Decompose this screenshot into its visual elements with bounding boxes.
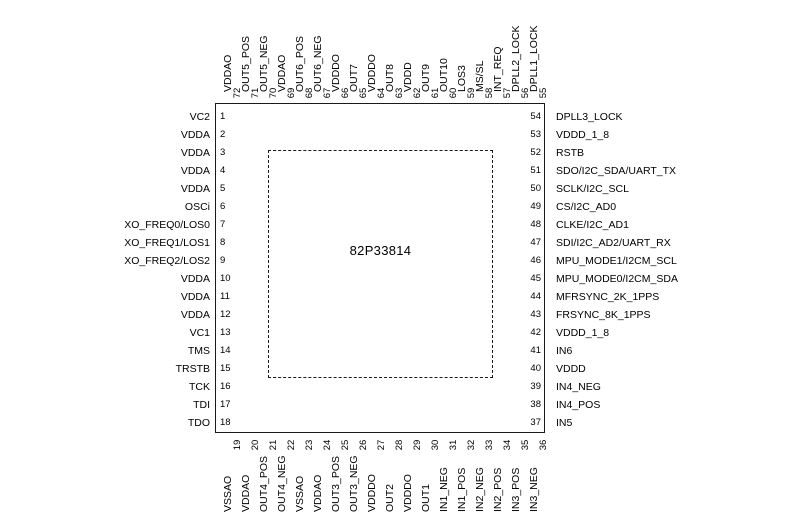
pin-label: OUT6_POS	[294, 35, 306, 92]
pin-label: SDO/I2C_SDA/UART_TX	[556, 165, 677, 177]
pin-number: 49	[530, 201, 541, 212]
pin-label: OUT6_NEG	[312, 35, 324, 92]
pin-label: TDO	[187, 417, 210, 429]
pin-number: 68	[304, 87, 315, 99]
pin-label: VDDD	[556, 363, 586, 375]
pin-number: 70	[268, 87, 279, 99]
pin-label: XO_FREQ1/LOS1	[124, 237, 210, 249]
pin-label: FRSYNC_8K_1PPS	[556, 309, 651, 321]
pin-number: 12	[220, 309, 231, 320]
pin-label: TMS	[187, 345, 210, 357]
pin-label: MPU_MODE1/I2CM_SCL	[556, 255, 677, 267]
pin-number: 53	[530, 129, 541, 140]
pin-label: OUT10	[438, 58, 450, 92]
pin-label: VDDAO	[276, 54, 288, 92]
pin-number: 42	[530, 327, 541, 338]
pin-label: OUT4_POS	[258, 455, 270, 512]
pin-label: VDDA	[180, 273, 210, 285]
pin-number: 27	[376, 439, 387, 451]
pin-label: CS/I2C_AD0	[556, 201, 617, 213]
pin-number: 57	[502, 87, 513, 99]
pin-label: IN1_POS	[456, 467, 468, 512]
pin-label: VDDDO	[366, 54, 378, 92]
pin-number: 4	[220, 165, 226, 176]
pin-number: 46	[530, 255, 541, 266]
pin-number: 11	[220, 291, 230, 302]
pin-number: 9	[220, 255, 226, 266]
pin-label: OUT8	[384, 63, 396, 92]
pin-number: 71	[250, 87, 261, 99]
pin-label: OUT5_POS	[240, 35, 252, 92]
pin-number: 65	[358, 87, 369, 99]
pin-label: OUT2	[384, 483, 396, 512]
pin-number: 18	[220, 417, 231, 428]
pin-label: VSSAO	[294, 475, 306, 512]
pin-number: 58	[484, 87, 495, 99]
pin-number: 29	[412, 439, 423, 451]
pin-number: 61	[430, 87, 441, 99]
pin-number: 22	[286, 439, 297, 451]
pin-number: 39	[530, 381, 541, 392]
pin-number: 43	[530, 309, 541, 320]
pin-number: 35	[520, 439, 531, 451]
chip-die-outline	[268, 150, 493, 378]
pin-number: 21	[268, 439, 279, 451]
pin-number: 45	[530, 273, 541, 284]
pin-number: 41	[530, 345, 541, 356]
pin-label: CLKE/I2C_AD1	[556, 219, 629, 231]
pin-number: 13	[220, 327, 231, 338]
pin-number: 32	[466, 439, 477, 451]
pin-number: 15	[220, 363, 231, 374]
pin-number: 40	[530, 363, 541, 374]
pin-number: 14	[220, 345, 231, 356]
pin-label: IN3_POS	[510, 467, 522, 512]
pin-number: 28	[394, 439, 405, 451]
pin-label: RSTB	[556, 147, 585, 159]
pin-number: 10	[220, 273, 231, 284]
pin-label: OUT1	[420, 483, 432, 512]
pin-label: DPLL2_LOCK	[510, 25, 522, 92]
pin-number: 62	[412, 87, 423, 99]
pin-label: VDDD_1_8	[556, 327, 610, 339]
pin-label: VSSAO	[222, 475, 234, 512]
pin-label: IN5	[556, 417, 573, 429]
pin-number: 36	[538, 439, 549, 451]
pin-label: OSCi	[184, 201, 210, 213]
pin-label: VDDD_1_8	[556, 129, 610, 141]
pin-number: 1	[220, 111, 226, 122]
pin-number: 50	[530, 183, 541, 194]
pin-number: 19	[232, 439, 243, 451]
pin-label: VDDA	[180, 291, 210, 303]
pin-number: 31	[448, 439, 459, 451]
pin-label: TRSTB	[175, 363, 210, 375]
pin-label: OUT3_POS	[330, 455, 342, 512]
pin-label: VDDA	[180, 165, 210, 177]
pin-label: OUT7	[348, 63, 360, 92]
pin-number: 7	[220, 219, 226, 230]
pin-label: IN2_NEG	[474, 467, 486, 512]
pin-number: 8	[220, 237, 226, 248]
pin-number: 23	[304, 439, 315, 451]
pin-label: SCLK/I2C_SCL	[556, 183, 629, 195]
pin-number: 67	[322, 87, 333, 99]
pin-label: VC1	[189, 327, 210, 339]
pin-label: LOS3	[456, 65, 468, 92]
pin-label: VDDAO	[222, 54, 234, 92]
pin-number: 51	[530, 165, 541, 176]
pin-number: 17	[220, 399, 231, 410]
pin-label: VC2	[189, 111, 210, 123]
pin-number: 59	[466, 87, 477, 99]
pin-number: 34	[502, 439, 513, 451]
pin-number: 47	[530, 237, 541, 248]
pin-label: DPLL1_LOCK	[528, 25, 540, 92]
pin-number: 37	[530, 417, 541, 428]
pin-number: 30	[430, 439, 441, 451]
pin-number: 54	[530, 111, 541, 122]
pin-label: IN4_POS	[556, 399, 601, 411]
pin-label: IN6	[556, 345, 573, 357]
pin-label: INT_REQ	[492, 46, 504, 92]
pin-label: VDDA	[180, 309, 210, 321]
pin-label: DPLL3_LOCK	[556, 111, 623, 123]
pin-number: 6	[220, 201, 226, 212]
pin-label: VDDAO	[240, 474, 252, 512]
pin-label: XO_FREQ2/LOS2	[124, 255, 210, 267]
pin-label: OUT5_NEG	[258, 35, 270, 92]
pin-label: TCK	[189, 381, 210, 393]
pin-number: 52	[530, 147, 541, 158]
pin-label: IN2_POS	[492, 467, 504, 512]
pin-number: 38	[530, 399, 541, 410]
pin-label: IN3_NEG	[528, 467, 540, 512]
pin-number: 56	[520, 87, 531, 99]
pin-number: 26	[358, 439, 369, 451]
pin-label: MFRSYNC_2K_1PPS	[556, 291, 660, 303]
pin-number: 2	[220, 129, 226, 140]
pin-label: VDDAO	[312, 474, 324, 512]
pin-label: TDI	[193, 399, 210, 411]
pin-number: 48	[530, 219, 541, 230]
pin-label: VDDDO	[402, 474, 414, 512]
pin-label: VDDA	[180, 183, 210, 195]
pin-label: SDI/I2C_AD2/UART_RX	[556, 237, 671, 249]
pin-number: 24	[322, 439, 333, 451]
pin-number: 20	[250, 439, 261, 451]
pin-number: 64	[376, 87, 387, 99]
pin-label: VDDA	[180, 147, 210, 159]
pin-number: 16	[220, 381, 231, 392]
pin-number: 5	[220, 183, 226, 194]
pin-number: 33	[484, 439, 495, 451]
pin-label: OUT4_NEG	[276, 455, 288, 512]
pin-number: 25	[340, 439, 351, 451]
pin-number: 72	[232, 87, 243, 99]
pin-label: MS/SL	[474, 60, 486, 92]
pin-number: 55	[538, 87, 549, 99]
pin-label: IN1_NEG	[438, 467, 450, 512]
pin-number: 60	[448, 87, 459, 99]
pin-number: 3	[220, 147, 226, 158]
pin-label: MPU_MODE0/I2CM_SDA	[556, 273, 678, 285]
pin-label: VDDDO	[366, 474, 378, 512]
pin-label: VDDD	[402, 62, 414, 92]
pin-number: 63	[394, 87, 405, 99]
pin-label: IN4_NEG	[556, 381, 601, 393]
pin-label: VDDA	[180, 129, 210, 141]
pin-label: OUT3_NEG	[348, 455, 360, 512]
pin-label: VDDDO	[330, 54, 342, 92]
pin-number: 66	[340, 87, 351, 99]
pin-number: 44	[530, 291, 541, 302]
pin-label: OUT9	[420, 63, 432, 92]
part-number-label: 82P33814	[349, 243, 412, 258]
pin-number: 69	[286, 87, 297, 99]
pin-label: XO_FREQ0/LOS0	[124, 219, 210, 231]
